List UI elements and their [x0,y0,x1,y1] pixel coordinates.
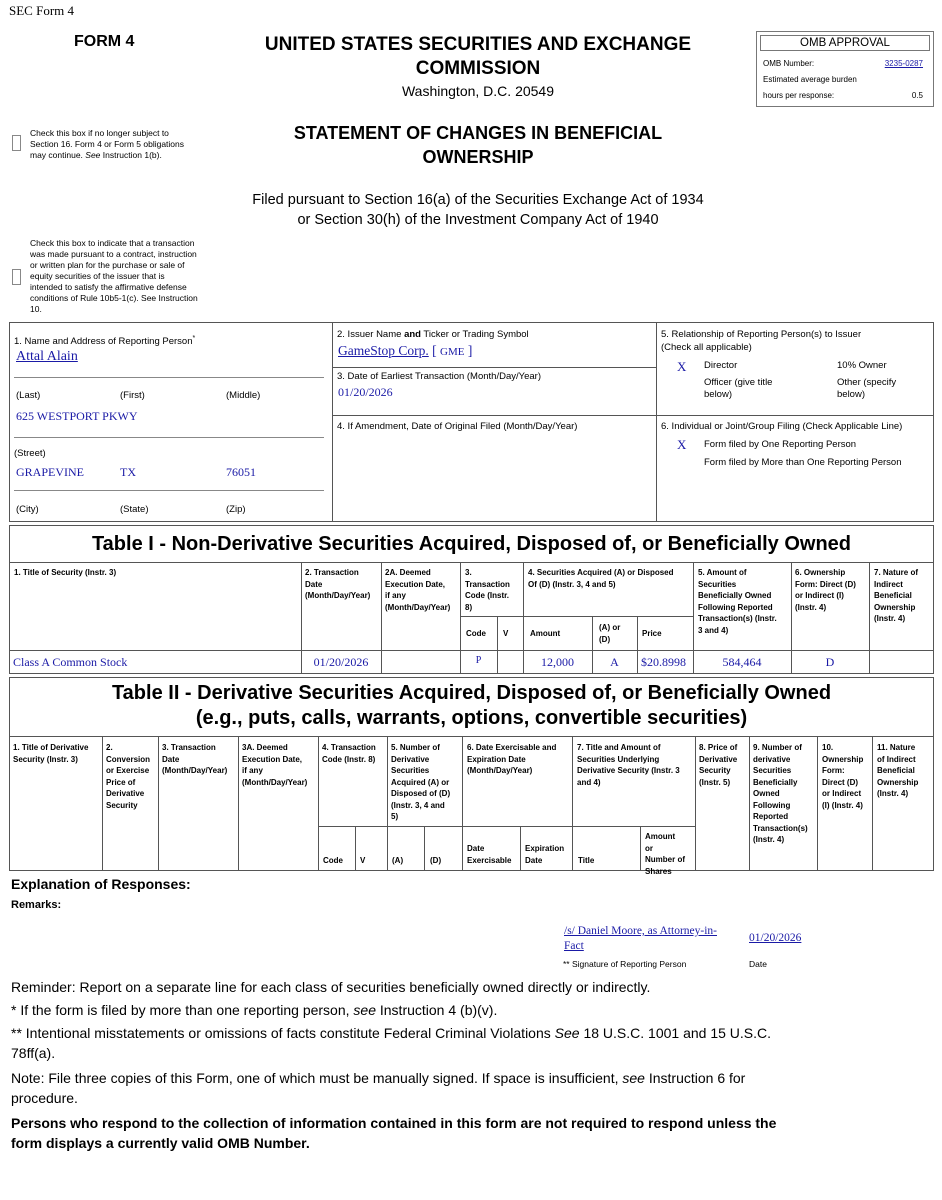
t2-col11-line: Ownership [822,754,864,764]
t2-col6-line: 5) [391,812,399,821]
t2-col8-line: and 4) [577,777,601,787]
double-star-note [11,1023,931,1063]
t1-col7-line: or Indirect (I) [795,591,844,600]
rule-10b5-1-checkbox[interactable] [12,269,21,285]
reporting-person-label-text: 1. Name and Address of Reporting Person [14,336,193,348]
dstar-post2: 78ff(a). [11,1045,56,1061]
t2-col5-line: 4. Transaction [322,743,376,752]
t2-col4-line: (Month/Day/Year) [242,777,308,787]
t2-col11-header [822,742,863,811]
t1-col3-line: 2A. Deemed [385,568,431,577]
t2-col5-header [322,742,376,765]
filed-pursuant-line2: or Section 30(h) of the Investment Company Act of 1940 [297,212,659,228]
other-option [837,377,896,401]
t2-col8-header [577,742,680,788]
t1-col6-line: Transaction(s) (Instr. [698,614,777,623]
t2-exp-header [525,843,564,866]
t2-col1-line: Security (Instr. 3) [13,754,78,764]
t2-col7-line: 6. Date Exercisable and [467,743,557,752]
checkbox1-see: See [85,150,101,160]
relationship-sub: (Check all applicable) [661,342,752,353]
persons-line1: Persons who respond to the collection of information contained in this form are not required to respond unless the [11,1115,777,1131]
last-label: (Last) [16,390,41,401]
signature-date-label: Date [749,959,767,969]
street-label: (Street) [14,448,46,459]
t2-col10-line: (Instr. 4) [753,835,785,844]
star-note [11,1000,497,1020]
t2-amount-line: Amount [645,832,676,841]
t2-col4-line: 3A. Deemed [242,743,288,752]
t2-col10-line: Beneficially [753,777,798,787]
first-label: (First) [120,390,145,401]
t2-col9-header [699,742,737,788]
t2-col1-header [13,742,88,765]
table2-title-line2: (e.g., puts, calls, warrants, options, convertible securities) [195,707,748,729]
t2-col5-line: Code (Instr. 8) [322,754,376,764]
signature-line1: /s/ Daniel Moore, as Attorney-in- [564,925,717,937]
t1-col7-line: 6. Ownership [795,568,846,577]
t2-a-header: (A) [392,856,404,865]
signature-date-link[interactable]: 01/20/2026 [749,932,802,944]
t1-row-code: P [475,655,482,666]
t2-col11-line: Direct (D) [822,777,859,787]
t1-col3-header [385,567,450,613]
t1-row-amount: 12,000 [541,655,574,669]
t2-col6-line: 5. Number of [391,743,440,752]
ten-percent-owner-option: 10% Owner [837,360,887,371]
t1-col4-line: 3. [465,568,472,577]
street-value: 625 WESTPORT PKWY [16,409,138,423]
t2-col7-line: Expiration Date [467,754,526,764]
t1-col6-line: 5. Amount of [698,568,747,577]
star-note-see: see [353,1002,376,1018]
city-value: GRAPEVINE [16,465,84,479]
t1-col8-header [874,567,918,625]
t1-col8-line: 7. Nature of [874,568,919,577]
t1-col8-line: Beneficial [874,591,912,600]
star-note-pre: * If the form is filed by more than one reporting person, [11,1002,354,1018]
agency-address: Washington, D.C. 20549 [401,83,554,99]
t2-col2-line: 2. [106,743,113,752]
t1-col7-line: Form: Direct (D) [795,579,856,589]
filing-more-option: Form filed by More than One Reporting Person [704,457,902,468]
t1-col6-line: Securities [698,579,737,589]
t1-col8-line: Indirect [874,579,903,589]
t1-col3-line: if any [385,591,406,600]
omb-hours-label: hours per response: [763,91,835,100]
issuer-name-link[interactable]: GameStop Corp. [338,343,429,358]
reporting-person-sup: * [192,335,196,342]
issuer-label-pre: 2. Issuer Name [337,329,405,340]
t2-col11-line: or Indirect [822,789,862,798]
table2-title [9,681,934,731]
amendment-label: 4. If Amendment, Date of Original Filed (Month/Day/Year) [337,421,578,432]
t2-code-header: Code [323,856,343,865]
statement-title-line2: OWNERSHIP [422,147,534,167]
checkbox2-text [30,238,210,315]
t2-col7-header [467,742,556,777]
t2-col6-line: Acquired (A) or [391,777,450,787]
remarks-heading: Remarks: [11,899,62,911]
omb-box [756,31,934,107]
t2-col4-line: if any [242,766,263,775]
officer-option [704,377,772,401]
t2-col12-line: Beneficial [877,766,915,775]
note-post1: Instruction 6 for [644,1070,746,1086]
zip-label: (Zip) [226,504,246,515]
persons-line2: form displays a currently valid OMB Number. [11,1135,310,1151]
t2-col12-header [877,742,918,800]
form-name: FORM 4 [74,33,135,50]
t2-col10-line: Owned [753,789,780,798]
checkbox1-line3: may continue. [30,150,86,160]
zip-value: 76051 [226,465,256,479]
t2-col10-line: 9. Number of [753,743,802,752]
explanation-heading: Explanation of Responses: [11,876,191,892]
checkbox1-line2: Section 16. Form 4 or Form 5 obligations [30,139,185,149]
checkbox1-line1: Check this box if no longer subject to [30,128,169,138]
t2-col3-line: (Month/Day/Year) [162,766,228,775]
t2-col2-line: Security [106,800,138,810]
checkbox1-line3-end: Instruction 1(b). [100,150,162,160]
t1-col4-line: Code (Instr. [465,591,510,600]
t1-col5-line: 4. Securities Acquired (A) or Disposed [528,568,674,577]
t1-aord-line: (A) or [599,623,621,632]
statement-title-line1: STATEMENT OF CHANGES IN BENEFICIAL [293,123,663,143]
t1-col8-line: Ownership [874,602,916,612]
table2-title-line1: Table II - Derivative Securities Acquired, Disposed of, or Beneficially Owned [111,682,832,704]
t1-col2-line: Date [305,579,323,589]
t2-col9-line: 8. Price of [699,743,738,752]
t2-amount-line: Shares [645,866,672,876]
checkbox2-line: 10. [30,304,42,314]
omb-hours: 0.5 [911,91,923,100]
other-line1: Other (specify [837,377,897,388]
checkbox2-line: or written plan for the purchase or sale of [30,260,185,270]
t2-col6-header [391,742,450,823]
t1-col1-header: 1. Title of Security (Instr. 3) [14,568,117,577]
t2-exp-line: Expiration [525,844,565,853]
t1-row-date: 01/20/2026 [313,655,369,669]
t1-col4-line: 8) [465,602,473,612]
t2-d-header: (D) [430,856,442,865]
t2-col12-line: Ownership [877,777,919,787]
t1-col6-header [698,567,777,636]
persons-notice [11,1113,931,1153]
t2-col7-line: (Month/Day/Year) [467,766,533,775]
reporting-person-label [14,333,195,348]
t2-col10-line: derivative [753,754,791,764]
t1-col2-line: 2. Transaction [305,568,359,577]
filing-one-option: Form filed by One Reporting Person [704,439,857,450]
t1-col3-line: Execution Date, [385,579,446,589]
agency-block [218,33,738,101]
agency-line1: UNITED STATES SECURITIES AND EXCHANGE [264,34,692,55]
ticker-bracket-open: [ [432,343,437,358]
t2-col10-header [753,742,808,846]
t2-col9-line: (Instr. 5) [699,777,731,787]
table1-title: Table I - Non-Derivative Securities Acquired, Disposed of, or Beneficially Owned [91,533,852,555]
t2-col3-line: Date [162,754,180,764]
t2-col6-line: Disposed of (D) [391,789,451,798]
t2-date-ex-line: Date [467,844,485,853]
signature-line2: Fact [564,940,584,952]
t2-col9-line: Security [699,766,731,775]
t2-col9-line: Derivative [699,754,738,764]
t2-amount-line: or [645,843,653,853]
dstar-see: See [554,1025,580,1041]
t1-col8-line: (Instr. 4) [874,614,906,623]
earliest-date-label: 3. Date of Earliest Transaction (Month/Day/Year) [337,371,541,382]
checkbox2-line: equity securities of the issuer that is [30,271,165,281]
omb-number-link[interactable]: 3235-0287 [884,59,923,68]
t2-col11-line: 10. [822,743,834,752]
filing-one-mark: X [677,437,687,452]
t2-col12-line: of Indirect [877,754,916,764]
t1-col2-header [305,567,370,602]
signature-label: ** Signature of Reporting Person [563,959,687,969]
t1-amount-header: Amount [530,629,561,638]
t1-row-price: $20.8998 [641,655,686,669]
t2-col10-line: Transaction(s) [753,823,808,833]
dstar-post1: 18 U.S.C. 1001 and 15 U.S.C. [579,1025,772,1041]
t1-col6-line: Following Reported [698,602,773,612]
t1-aord-header [599,622,620,645]
t2-date-ex-line: Exercisable [467,855,512,865]
t1-col4-header [465,567,510,613]
t2-col3-line: 3. Transaction [162,743,216,752]
t1-col7-line: (Instr. 4) [795,602,827,612]
state-label: (State) [120,504,149,515]
officer-line1: Officer (give title [704,377,773,388]
t2-col2-line: or Exercise [106,766,150,775]
agency-line2: COMMISSION [415,58,541,79]
t2-col8-line: 7. Title and Amount of [577,743,661,752]
t1-col3-line: (Month/Day/Year) [385,602,451,612]
note-see: see [622,1070,645,1086]
reminder-text: Reminder: Report on a separate line for each class of securities beneficially owned directly or indirectly. [11,979,651,995]
t1-code-header: Code [466,629,486,638]
no-longer-subject-checkbox[interactable] [12,135,21,151]
t1-col6-line: Beneficially Owned [698,591,772,600]
officer-line2: below) [704,389,732,400]
t1-col7-header [795,567,856,613]
t1-row-aord: A [610,655,619,669]
t2-col2-line: Price of [106,777,136,787]
t1-row-owned: 584,464 [722,655,762,669]
note-post2: procedure. [11,1090,78,1106]
t2-col1-line: 1. Title of Derivative [13,743,89,752]
t2-col10-line: Reported [753,812,789,821]
checkbox2-line: Check this box to indicate that a transaction [30,238,195,248]
t2-col10-line: Following [753,800,791,810]
t2-amount-shares-header [645,831,685,877]
omb-number-label: OMB Number: [763,59,815,68]
t2-col6-line: (Instr. 3, 4 and [391,800,445,810]
t2-col2-header [106,742,150,811]
director-mark: X [677,359,687,374]
t1-col2-line: (Month/Day/Year) [305,591,371,600]
t2-col6-line: Securities [391,766,430,775]
note-text [11,1068,931,1108]
checkbox2-line: conditions of Rule 10b5-1(c). See Instruction [30,293,198,303]
t1-row-title: Class A Common Stock [13,655,128,669]
t1-col5-header [528,567,674,590]
t1-col5-line: Of (D) (Instr. 3, 4 and 5) [528,579,616,589]
issuer-label [337,329,529,341]
city-label: (City) [16,504,39,515]
t2-col4-header [242,742,307,788]
dstar-pre: ** Intentional misstatements or omissions of facts constitute Federal Criminal Violations [11,1025,555,1041]
ticker-symbol: GME [440,346,465,358]
t2-exp-line: Date [525,855,543,865]
director-option: Director [704,360,738,371]
note-pre: Note: File three copies of this Form, one of which must be manually signed. If space is insufficient, [11,1070,623,1086]
page-label: SEC Form 4 [9,3,75,18]
filed-pursuant [178,190,778,230]
t1-v-header: V [503,629,509,638]
checkbox1-text [30,128,200,161]
checkbox2-line: intended to satisfy the affirmative defense [30,282,187,292]
t1-price-header: Price [642,629,662,638]
t2-col2-line: Conversion [106,754,151,764]
ticker-bracket-close: ] [467,343,473,358]
t1-col4-line: Transaction [465,579,510,589]
star-note-post: Instruction 4 (b)(v). [375,1002,498,1018]
filing-label: 6. Individual or Joint/Group Filing (Check Applicable Line) [661,421,903,432]
checkbox2-line: was made pursuant to a contract, instruction [30,249,197,259]
t2-col2-line: Derivative [106,789,145,798]
other-line2: below) [837,389,865,400]
t1-col6-line: 3 and 4) [698,625,729,635]
t2-col6-line: Derivative [391,754,430,764]
omb-burden-label: Estimated average burden [763,75,857,84]
issuer-label-post: Ticker or Trading Symbol [420,329,529,340]
t2-col10-line: Securities [753,766,792,775]
earliest-date-value: 01/20/2026 [338,385,393,399]
t2-date-ex-header [467,843,511,866]
t2-v-header: V [360,856,366,865]
statement-title [218,121,738,169]
reporting-person-name-link[interactable]: Attal Alain [16,349,78,364]
t2-col8-line: Derivative Security (Instr. 3 [577,766,680,775]
t2-col4-line: Execution Date, [242,754,303,764]
filed-pursuant-line1: Filed pursuant to Section 16(a) of the Securities Exchange Act of 1934 [252,192,704,208]
t2-col8-line: Securities Underlying [577,754,660,764]
t2-title-header: Title [578,856,595,865]
t2-col11-line: (I) (Instr. 4) [822,800,863,810]
t1-aord-line: (D) [599,634,611,644]
signature-link[interactable] [564,924,744,954]
t2-amount-line: Number of [645,855,685,864]
t2-col11-line: Form: [822,766,845,775]
t2-col12-line: (Instr. 4) [877,789,909,798]
state-value: TX [120,465,136,479]
t2-col12-line: 11. Nature [877,743,916,752]
t2-col3-header [162,742,227,777]
middle-label: (Middle) [226,390,261,401]
issuer-name-row [338,343,472,359]
relationship-label: 5. Relationship of Reporting Person(s) to Issuer [661,329,862,340]
omb-title: OMB APPROVAL [760,35,930,51]
t1-row-form: D [825,655,835,669]
issuer-label-and: and [404,329,421,340]
